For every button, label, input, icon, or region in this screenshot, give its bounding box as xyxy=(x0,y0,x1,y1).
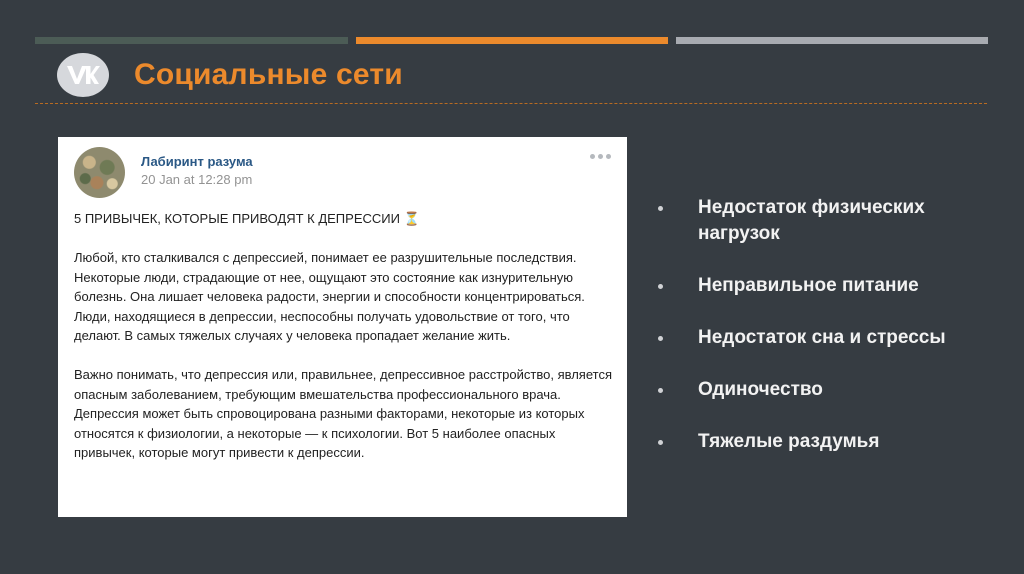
bullet-dot-icon xyxy=(658,206,663,211)
bullet-list xyxy=(655,195,995,481)
bullet-item: Одиночество xyxy=(655,377,995,403)
post-author-link[interactable]: Лабиринт разума xyxy=(141,154,253,169)
post-body xyxy=(74,209,614,463)
post-timestamp[interactable]: 20 Jan at 12:28 pm xyxy=(141,172,253,187)
bullet-item: Недостаток сна и стрессы xyxy=(655,325,995,351)
post-paragraph-1: Любой, кто сталкивался с депрессией, понимает ее разрушительные последствия. Некоторые люди, страдающие от нее, ощущают это состояние как изнурительную болезнь. Она лишает человека радости, энергии и способности концентрироваться. Люди, находящиеся в депрессии, неспособны получать удовольствие от того, что делают. В самых тяжелых случаях у человека пропадает желание жить. xyxy=(74,250,585,343)
post-heading: 5 ПРИВЫЧЕК, КОТОРЫЕ ПРИВОДЯТ К ДЕПРЕССИИ ⏳ xyxy=(74,211,420,226)
bullet-dot-icon xyxy=(658,440,663,445)
bullet-dot-icon xyxy=(658,284,663,289)
header-stripe-dark xyxy=(35,37,348,44)
social-post-card xyxy=(58,137,627,517)
bullet-item: Недостаток физических нагрузок xyxy=(655,195,995,247)
bullet-dot-icon xyxy=(658,336,663,341)
bullet-item: Тяжелые раздумья xyxy=(655,429,995,455)
header-stripe-gray xyxy=(676,37,988,44)
more-options-icon[interactable] xyxy=(590,154,611,159)
post-paragraph-2: Важно понимать, что депрессия или, правильнее, депрессивное расстройство, является опасным заболеванием, требующим вмешательства профессионального врача. Депрессия может быть спровоцирована разными факторами, некоторые из которых относятся к физиологии, а некоторые — к психологии. Вот 5 наиболее опасных привычек, которые могут привести к депрессии. xyxy=(74,367,612,460)
slide-title: Социальные сети xyxy=(134,58,403,91)
header-stripe-orange xyxy=(356,37,668,44)
vk-logo-icon xyxy=(57,53,109,97)
bullet-item: Неправильное питание xyxy=(655,273,995,299)
avatar[interactable] xyxy=(74,147,125,198)
title-divider xyxy=(35,103,987,104)
bullet-dot-icon xyxy=(658,388,663,393)
